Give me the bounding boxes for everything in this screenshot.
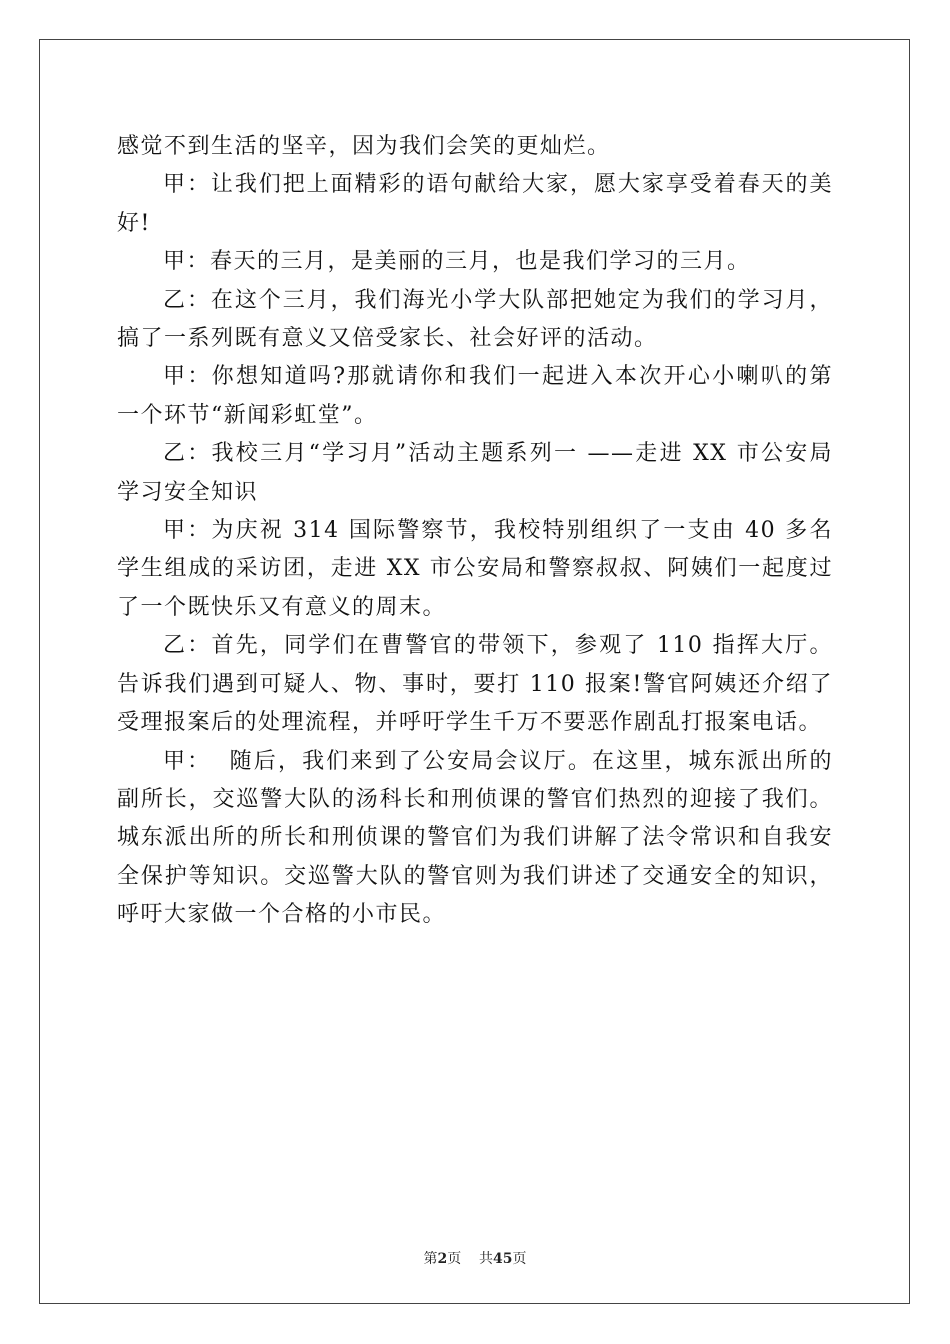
total-pages: 45 xyxy=(493,1251,513,1267)
total-suffix: 页 xyxy=(512,1251,527,1267)
total-prefix: 共 xyxy=(479,1251,494,1267)
page-suffix: 页 xyxy=(447,1251,462,1267)
paragraph-4: 乙：在这个三月，我们海光小学大队部把她定为我们的学习月，搞了一系列既有意义又倍受家长、社会好评的活动。 xyxy=(117,287,833,352)
paragraph-6: 乙：我校三月“学习月”活动主题系列一 ——走进 XX 市公安局学习安全知识 xyxy=(117,441,833,505)
page-footer xyxy=(0,1248,950,1268)
page-number: 2 xyxy=(437,1251,448,1267)
paragraph-5: 甲：你想知道吗?那就请你和我们一起进入本次开心小喇叭的第一个环节“新闻彩虹堂”。 xyxy=(117,364,833,428)
document-body xyxy=(117,128,833,935)
page-prefix: 第 xyxy=(423,1251,438,1267)
paragraph-8: 乙：首先，同学们在曹警官的带领下，参观了 110 指挥大厅。告诉我们遇到可疑人、物、事时，要打 110 报案!警官阿姨还介绍了受理报案后的处理流程，并呼吁学生千万不要恶作剧乱打报案电话。 xyxy=(117,633,833,736)
paragraph-1: 感觉不到生活的坚辛，因为我们会笑的更灿烂。 xyxy=(117,134,611,159)
paragraph-2: 甲：让我们把上面精彩的语句献给大家，愿大家享受着春天的美好! xyxy=(117,172,833,236)
paragraph-7: 甲：为庆祝 314 国际警察节，我校特别组织了一支由 40 多名学生组成的采访团，走进 XX 市公安局和警察叔叔、阿姨们一起度过了一个既快乐又有意义的周末。 xyxy=(117,518,833,620)
paragraph-9: 甲： 随后，我们来到了公安局会议厅。在这里，城东派出所的副所长，交巡警大队的汤科长和刑侦课的警官们热烈的迎接了我们。城东派出所的所长和刑侦课的警官们为我们讲解了法令常识和自我安全保护等知识。交巡警大队的警官则为我们讲述了交通安全的知识，呼吁大家做一个合格的小市民。 xyxy=(117,748,833,928)
paragraph-3: 甲：春天的三月，是美丽的三月，也是我们学习的三月。 xyxy=(163,249,751,275)
